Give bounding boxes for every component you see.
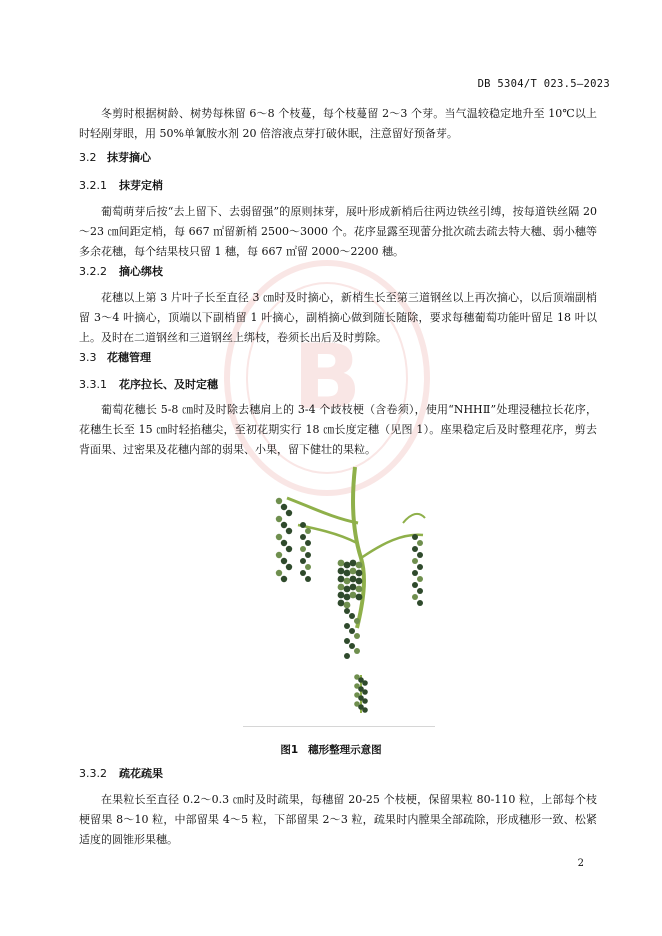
grape-berry (412, 570, 418, 576)
grape-cluster-figure (243, 463, 435, 727)
section-title: 抹芽定梢 (119, 179, 163, 192)
grape-berry (338, 568, 345, 575)
grape-berry (338, 600, 345, 607)
grape-berry (417, 600, 423, 606)
grape-berry (412, 558, 418, 564)
grape-berry (276, 552, 282, 558)
grape-berry (350, 576, 357, 583)
grape-berry (300, 558, 306, 564)
grape-berry (362, 698, 368, 704)
grape-berry (412, 582, 418, 588)
grape-berry (276, 516, 282, 522)
grape-berry (286, 564, 292, 570)
grape-berry (338, 576, 345, 583)
svg-text:B: B (292, 325, 362, 430)
grape-berry (417, 588, 423, 594)
paragraph-3-2-2: 花穗以上第 3 片叶子长至直径 3 ㎝时及时摘心，新梢生长至第三道钢丝以上再次摘心，以后顶端副梢留 3～4 叶摘心，顶端以下副梢留 1 叶摘心，副梢摘心做到随长随除，要求每穗葡萄功能叶留足 18 叶以上。及时在二道钢丝和三道钢丝上绑枝，卷须长出后及时剪除。 (79, 291, 597, 344)
grape-berry (356, 594, 363, 601)
grape-berry (362, 680, 368, 686)
grape-berry (300, 546, 306, 552)
grape-berry (412, 594, 418, 600)
grape-berry (349, 628, 355, 634)
grape-berry (338, 592, 345, 599)
grape-berry (417, 552, 423, 558)
grape-berry (344, 638, 350, 644)
grape-berry (286, 546, 292, 552)
grape-berry (356, 570, 363, 577)
grape-berry (338, 584, 345, 591)
grape-berry (276, 498, 282, 504)
section-number: 3.3 (79, 351, 97, 364)
grape-berry (300, 534, 306, 540)
grape-berry (281, 540, 287, 546)
section-heading-3-3 (79, 350, 151, 366)
figure-baseline (243, 726, 435, 727)
grape-berry (356, 562, 363, 569)
section-title: 摘心绑枝 (119, 265, 163, 278)
figure-caption (0, 742, 662, 757)
section-title: 花序拉长、及时定穗 (119, 378, 218, 391)
grape-berry (344, 594, 351, 601)
grape-berry (417, 540, 423, 546)
grape-berry (354, 618, 360, 624)
section-heading-3-2 (79, 150, 151, 166)
grape-berry (344, 562, 351, 569)
grape-berry (281, 576, 287, 582)
section-number: 3.2.2 (79, 265, 107, 278)
paragraph-3-3-2: 在果粒长至直径 0.2～0.3 ㎝时及时疏果，每穗留 20-25 个枝梗，保留果粒 80-110 粒，上部每个枝梗留果 8～10 粒，中部留果 4～5 粒，下部留果 2～3 粒，疏果时内膛果全部疏除，形成穗形一致、松紧适度的圆锥形果穗。 (79, 793, 597, 846)
grape-berry (412, 534, 418, 540)
left-branch (287, 498, 358, 523)
grape-berry (305, 552, 311, 558)
grape-berry (344, 570, 351, 577)
section-heading-3-3-2 (79, 766, 163, 782)
section-number: 3.2 (79, 151, 97, 164)
grape-berry (412, 546, 418, 552)
grape-berry (349, 643, 355, 649)
grape-berry (344, 653, 350, 659)
grape-berry (344, 586, 351, 593)
grape-berry (349, 613, 355, 619)
grape-berry (286, 528, 292, 534)
grape-berry (300, 570, 306, 576)
intro-paragraph: 冬剪时根据树龄、树势每株留 6～8 个枝蔓，每个枝蔓留 2～3 个芽。当气温较稳定地升至 10℃以上时轻剐芽眼，用 50%单氰胺水剂 20 倍溶液点芽打破休眠，注意留好预备芽。 (79, 107, 597, 140)
paragraph-3-2-1: 葡萄萌芽后按“去上留下、去弱留强”的原则抹芽，展叶形成新梢后往两边铁丝引缚，按每道铁丝隔 20～23 ㎝间距定梢，每 667 ㎡留新梢 2500～3000 个。花序显露至现蕾分批次疏去疏去特大穗、弱小穗等多余花穗，每个结果枝只留 1 穗，每 667 ㎡留 2000～2200 穗。 (79, 205, 597, 258)
grape-berry (362, 689, 368, 695)
grape-berry (305, 564, 311, 570)
section-heading-3-2-1 (79, 178, 163, 194)
grape-berry (286, 510, 292, 516)
section-number: 3.2.1 (79, 179, 107, 192)
figure-title: 穗形整理示意图 (308, 744, 382, 756)
grape-berry (344, 608, 350, 614)
grape-berry (356, 586, 363, 593)
section-title: 疏花疏果 (119, 767, 163, 780)
grape-berry (276, 534, 282, 540)
grape-berry (305, 576, 311, 582)
grape-berry (276, 570, 282, 576)
grape-berry (338, 560, 345, 567)
grape-berry (350, 584, 357, 591)
section-heading-3-3-1 (79, 377, 218, 393)
section-title: 花穗管理 (107, 351, 151, 364)
grape-berry (344, 602, 351, 609)
grape-berry (281, 522, 287, 528)
grape-berry (281, 558, 287, 564)
page-number: 2 (577, 858, 584, 869)
grape-berry (344, 578, 351, 585)
tendril (403, 514, 425, 523)
section-number: 3.3.1 (79, 378, 107, 391)
grape-berry (362, 707, 368, 713)
figure-label: 图1 (280, 744, 299, 756)
paragraph-3-3-1: 葡萄花穗长 5-8 ㎝时及时除去穗肩上的 3-4 个歧枝梗（含卷须），使用“NHHⅡ”处理浸穗拉长花序，花穗生长至 15 ㎝时轻掐穗尖，至初花期实行 18 ㎝长度定穗（见图 1）。座果稳定后及时整理花序，剪去背面果、过密果及花穗内部的弱果、小果，留下健壮的果粒。 (79, 403, 597, 456)
section-title: 抹芽摘心 (107, 151, 151, 164)
grape-berry (356, 578, 363, 585)
grape-berry (417, 564, 423, 570)
grape-berry (305, 540, 311, 546)
section-number: 3.3.2 (79, 767, 107, 780)
grape-berry (281, 504, 287, 510)
grape-berry (350, 592, 357, 599)
grape-berry (354, 633, 360, 639)
grape-berry (305, 528, 311, 534)
grape-berry (350, 560, 357, 567)
grape-berry (354, 648, 360, 654)
grape-berry (417, 576, 423, 582)
grape-berry (350, 568, 357, 575)
grape-berry (300, 522, 306, 528)
document-code: DB 5304/T 023.5—2023 (477, 78, 610, 90)
section-heading-3-2-2 (79, 264, 163, 280)
main-stem (353, 467, 364, 628)
grape-berry (344, 623, 350, 629)
